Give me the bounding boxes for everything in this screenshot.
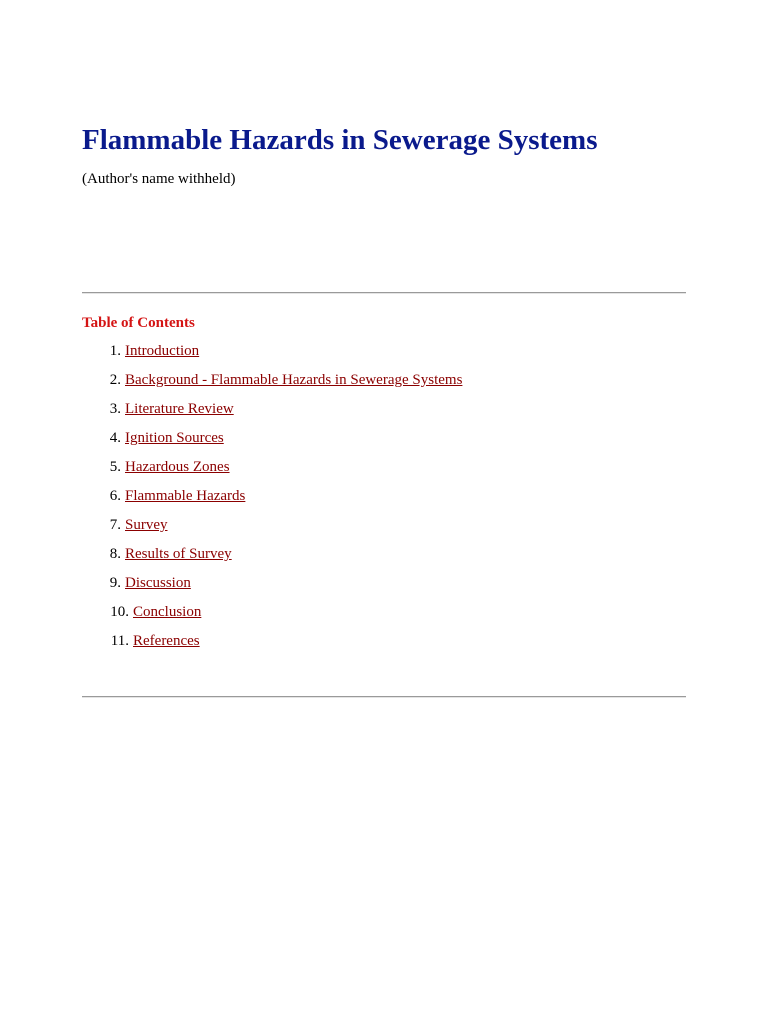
toc-link-survey[interactable]: Survey: [125, 517, 168, 533]
toc-number: 3.: [109, 401, 121, 417]
toc-link-introduction[interactable]: Introduction: [125, 343, 200, 359]
toc-item-results-of-survey: [82, 545, 462, 574]
toc-link-hazardous-zones[interactable]: Hazardous Zones: [125, 459, 230, 475]
toc-link-results-of-survey[interactable]: Results of Survey: [125, 546, 232, 562]
toc-item-background: [82, 371, 462, 400]
toc-link-ignition-sources[interactable]: Ignition Sources: [125, 430, 224, 446]
toc-number: 10.: [110, 604, 129, 620]
toc-number: 9.: [109, 575, 121, 591]
toc-link-references[interactable]: References: [133, 633, 200, 649]
toc-item-introduction: [82, 342, 462, 371]
author-line: (Author's name withheld): [82, 171, 236, 187]
toc-number: 6.: [109, 488, 121, 504]
toc-number: 8.: [109, 546, 121, 562]
toc-item-hazardous-zones: [82, 458, 462, 487]
toc-link-literature-review[interactable]: Literature Review: [125, 401, 234, 417]
toc-link-discussion[interactable]: Discussion: [125, 575, 191, 591]
horizontal-rule-top: [82, 292, 686, 294]
toc-number: 5.: [109, 459, 121, 475]
toc-number: 7.: [109, 517, 121, 533]
toc-item-conclusion: [82, 603, 462, 632]
toc-heading: Table of Contents: [82, 315, 195, 331]
toc-item-literature-review: [82, 400, 462, 429]
toc-item-references: [82, 632, 462, 661]
page-title: Flammable Hazards in Sewerage Systems: [82, 124, 598, 156]
toc-number: 2.: [109, 372, 121, 388]
toc-link-conclusion[interactable]: Conclusion: [133, 604, 202, 620]
horizontal-rule-bottom: [82, 696, 686, 698]
toc-item-discussion: [82, 574, 462, 603]
toc-number: 11.: [110, 633, 129, 649]
toc-number: 4.: [109, 430, 121, 446]
toc-link-background[interactable]: Background - Flammable Hazards in Sewerage Systems: [125, 372, 463, 388]
toc-link-flammable-hazards[interactable]: Flammable Hazards: [125, 488, 246, 504]
table-of-contents: [82, 342, 462, 661]
toc-item-flammable-hazards: [82, 487, 462, 516]
toc-number: 1.: [109, 343, 121, 359]
toc-item-survey: [82, 516, 462, 545]
toc-item-ignition-sources: [82, 429, 462, 458]
